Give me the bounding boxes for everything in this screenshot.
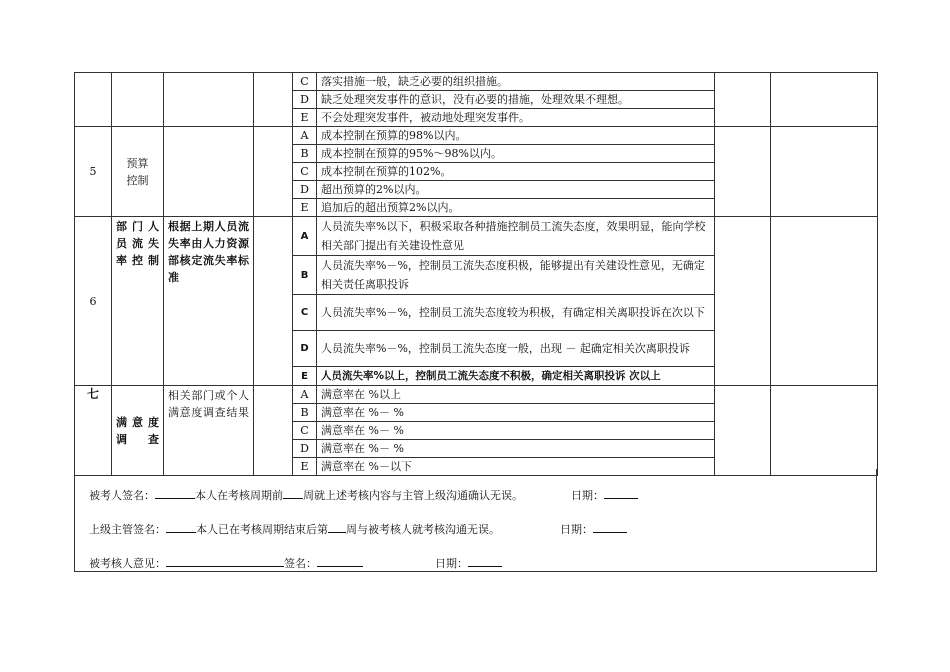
grade-description: 缺乏处理突发事件的意识，没有必要的措施，处理效果不理想。 xyxy=(317,91,715,109)
supervisor-date-field[interactable] xyxy=(593,521,627,533)
employee-date-field[interactable] xyxy=(604,487,638,499)
grade-description: 不会处理突发事件，被动地处理突发事件。 xyxy=(317,109,715,127)
employee-signature-field[interactable] xyxy=(155,487,195,499)
supervisor-signature-label: 上级主管签名： xyxy=(89,523,166,536)
grade-label: D xyxy=(293,91,317,109)
grade-description: 人员流失率%－%，控制员工流失态度较为积极，有确定相关离职投诉在次以下 xyxy=(317,295,715,331)
row6-number: 6 xyxy=(75,217,112,386)
grade-description: 人员流失率%－%，控制员工流失态度积极，能够提出有关建设性意见，无确定相关责任离职投诉 xyxy=(317,256,715,295)
grade-description: 人员流失率%以上，控制员工流失态度不积极，确定相关离职投诉 次以上 xyxy=(317,367,715,386)
supervisor-signature-line xyxy=(89,521,627,537)
row5-weight xyxy=(254,127,293,217)
grade-label: E xyxy=(293,367,317,386)
employee-opinion-label: 被考核人意见： xyxy=(89,557,166,570)
row5-score xyxy=(715,127,771,217)
opinion-sign-field[interactable] xyxy=(317,555,363,567)
supervisor-confirm-text: 本人已在考核周期结束后第 xyxy=(196,523,328,536)
row5-criteria xyxy=(164,127,254,217)
row5-number: 5 xyxy=(75,127,112,217)
row4-remark xyxy=(771,73,878,127)
grade-label: D xyxy=(293,440,317,458)
row7-score xyxy=(715,386,771,476)
grade-label: B xyxy=(293,256,317,295)
row5-remark xyxy=(771,127,878,217)
grade-label: C xyxy=(293,422,317,440)
evaluation-table xyxy=(74,72,878,476)
employee-signature-line xyxy=(89,487,638,503)
grade-label: A xyxy=(293,386,317,404)
grade-description: 满意率在 %－ % xyxy=(317,422,715,440)
grade-description: 人员流失率%以下，积极采取各种措施控制员工流失态度，效果明显，能向学校相关部门提出有关建设性意见 xyxy=(317,217,715,256)
signature-section xyxy=(74,469,877,572)
grade-description: 成本控制在预算的95%～98%以内。 xyxy=(317,145,715,163)
supervisor-signature-field[interactable] xyxy=(166,521,196,533)
grade-description: 追加后的超出预算2%以内。 xyxy=(317,199,715,217)
row4-weight xyxy=(254,73,293,127)
row7-item: 满意度调查 xyxy=(112,386,164,476)
grade-description: 成本控制在预算的102%。 xyxy=(317,163,715,181)
row6-item: 部门人员流失率控制 xyxy=(112,217,164,386)
row4-item xyxy=(112,73,164,127)
grade-description: 满意率在 %－ % xyxy=(317,404,715,422)
grade-label: C xyxy=(293,163,317,181)
opinion-sign-label: 签名： xyxy=(284,557,317,570)
grade-label: B xyxy=(293,404,317,422)
grade-label: C xyxy=(293,295,317,331)
grade-label: A xyxy=(293,217,317,256)
week-count-field[interactable] xyxy=(283,487,303,499)
grade-description: 成本控制在预算的98%以内。 xyxy=(317,127,715,145)
row6-criteria: 根据上期人员流失率由人力资源部核定流失率标准 xyxy=(164,217,254,386)
grade-description: 超出预算的2%以内。 xyxy=(317,181,715,199)
row6-score xyxy=(715,217,771,386)
grade-description: 人员流失率%－%，控制员工流失态度一般，出现 － 起确定相关次离职投诉 xyxy=(317,331,715,367)
supervisor-confirm-text-2: 周与被考核人就考核沟通无误。 xyxy=(346,523,500,536)
grade-label: E xyxy=(293,199,317,217)
grade-label: D xyxy=(293,181,317,199)
row7-remark xyxy=(771,386,878,476)
week-number-field[interactable] xyxy=(328,521,346,533)
row5-item: 预算控制 xyxy=(112,127,164,217)
grade-description: 落实措施一般，缺乏必要的组织措施。 xyxy=(317,73,715,91)
grade-label: A xyxy=(293,127,317,145)
employee-confirm-text-2: 周就上述考核内容与主管上级沟通确认无误。 xyxy=(303,489,523,502)
row4-score xyxy=(715,73,771,127)
employee-opinion-field[interactable] xyxy=(166,555,284,567)
employee-opinion-line xyxy=(89,555,502,571)
grade-label: E xyxy=(293,109,317,127)
opinion-date-field[interactable] xyxy=(468,555,502,567)
grade-description: 满意率在 %以上 xyxy=(317,386,715,404)
row7-criteria: 相关部门或个人满意度调查结果 xyxy=(164,386,254,476)
row4-criteria xyxy=(164,73,254,127)
employee-date-label: 日期： xyxy=(571,489,604,502)
grade-label: D xyxy=(293,331,317,367)
supervisor-date-label: 日期： xyxy=(560,523,593,536)
opinion-date-label: 日期： xyxy=(435,557,468,570)
employee-signature-label: 被考人签名： xyxy=(89,489,155,502)
grade-label: C xyxy=(293,73,317,91)
grade-label: E xyxy=(293,458,317,476)
row6-remark xyxy=(771,217,878,386)
row6-weight xyxy=(254,217,293,386)
employee-confirm-text: 本人在考核周期前 xyxy=(195,489,283,502)
grade-description: 满意率在 %－以下 xyxy=(317,458,715,476)
grade-description: 满意率在 %－ % xyxy=(317,440,715,458)
row7-number: 七 xyxy=(75,386,112,476)
row4-number xyxy=(75,73,112,127)
row7-weight xyxy=(254,386,293,476)
grade-label: B xyxy=(293,145,317,163)
